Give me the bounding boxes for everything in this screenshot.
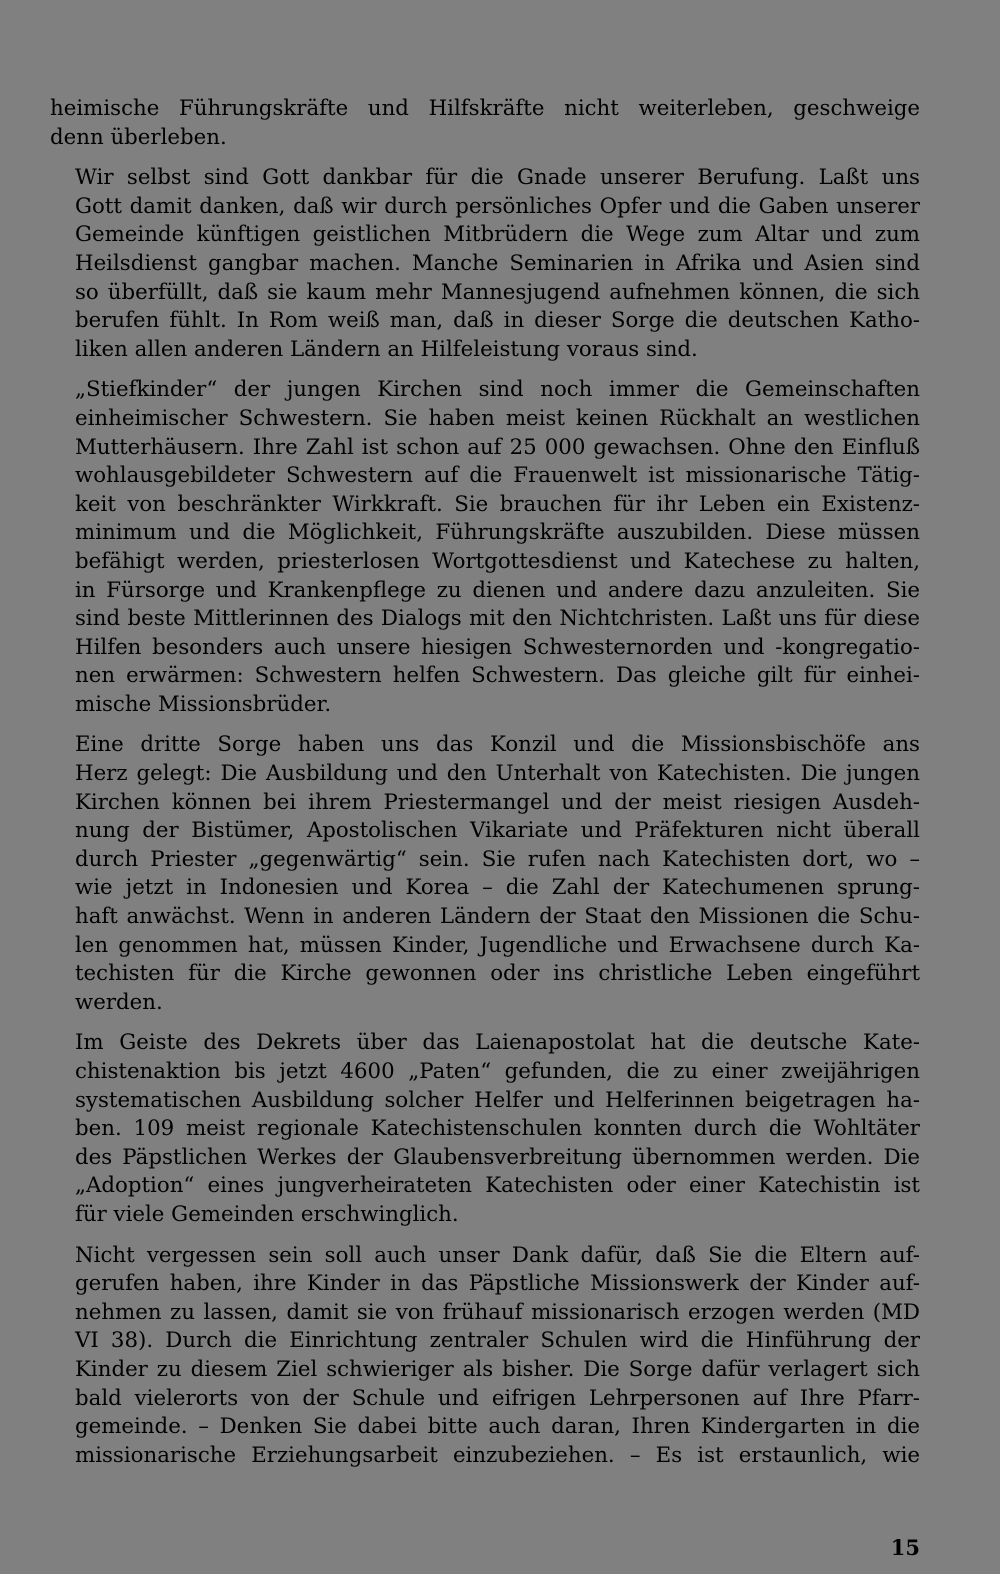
paragraph bbox=[50, 376, 920, 719]
text-line: Im Geiste des Dekrets über das Laienapostolat hat die deutsche Kate- bbox=[75, 1030, 920, 1056]
paragraph bbox=[50, 164, 920, 364]
page-number: 15 bbox=[890, 1535, 920, 1560]
text-line: „Adoption“ eines jungverheirateten Katechisten oder einer Katechistin ist bbox=[75, 1173, 920, 1199]
text-line: gerufen haben, ihre Kinder in das Päpstliche Missionswerk der Kinder auf- bbox=[75, 1271, 920, 1297]
text-line: chistenaktion bis jetzt 4600 „Paten“ gefunden, die zu einer zweijährigen bbox=[75, 1059, 920, 1084]
text-line: des Päpstlichen Werkes der Glaubensverbreitung übernommen werden. Die bbox=[75, 1144, 920, 1170]
text-line: bald vielerorts von der Schule und eifrigen Lehrpersonen auf Ihre Pfarr- bbox=[75, 1385, 920, 1411]
text-line: Heilsdienst gangbar machen. Manche Seminarien in Afrika und Asien sind bbox=[75, 250, 920, 276]
text-line: keit von beschränkter Wirkkraft. Sie brauchen für ihr Leben ein Existenz- bbox=[75, 491, 920, 517]
text-line: Hilfen besonders auch unsere hiesigen Schwesternorden und -kongregatio- bbox=[75, 634, 920, 660]
text-line: für viele Gemeinden erschwinglich. bbox=[75, 1201, 459, 1227]
text-line: Kinder zu diesem Ziel schwieriger als bisher. Die Sorge dafür verlagert sich bbox=[75, 1356, 920, 1382]
paragraph bbox=[50, 95, 920, 152]
text-line: techisten für die Kirche gewonnen oder ins christliche Leben eingeführt bbox=[75, 961, 920, 987]
text-line: werden. bbox=[75, 989, 163, 1015]
text-line: Wir selbst sind Gott dankbar für die Gnade unserer Berufung. Laßt uns bbox=[75, 165, 920, 191]
text-line: Gott damit danken, daß wir durch persönliches Opfer und die Gaben unserer bbox=[75, 193, 920, 219]
text-line: missionarische Erziehungsarbeit einzubeziehen. – Es ist erstaunlich, wie bbox=[75, 1442, 920, 1468]
text-line: berufen fühlt. In Rom weiß man, daß in dieser Sorge die deutschen Katho- bbox=[75, 308, 920, 334]
text-line: wie jetzt in Indonesien und Korea – die Zahl der Katechumenen sprung- bbox=[75, 875, 920, 901]
text-line: durch Priester „gegenwärtig“ sein. Sie rufen nach Katechisten dort, wo – bbox=[75, 846, 920, 872]
text-line: Kirchen können bei ihrem Priestermangel und der meist riesigen Ausdeh- bbox=[75, 789, 920, 815]
text-line: wohlausgebildeter Schwestern auf die Frauenwelt ist missionarische Tätig- bbox=[75, 463, 920, 489]
text-line: haft anwächst. Wenn in anderen Ländern der Staat den Missionen die Schu- bbox=[75, 904, 920, 930]
text-line: gemeinde. – Denken Sie dabei bitte auch daran, Ihren Kindergarten in die bbox=[75, 1414, 920, 1440]
text-line: in Fürsorge und Krankenpflege zu dienen und andere dazu anzuleiten. Sie bbox=[75, 577, 920, 603]
page-body bbox=[50, 95, 920, 1535]
text-line: ben. 109 meist regionale Katechistenschulen konnten durch die Wohltäter bbox=[75, 1116, 920, 1142]
text-line: einheimischer Schwestern. Sie haben meist keinen Rückhalt an westlichen bbox=[75, 405, 920, 431]
text-line: Eine dritte Sorge haben uns das Konzil und die Missionsbischöfe ans bbox=[75, 732, 920, 758]
paragraph bbox=[50, 1029, 920, 1229]
text-line: so überfüllt, daß sie kaum mehr Mannesjugend aufnehmen können, die sich bbox=[75, 279, 920, 305]
paragraph bbox=[50, 1242, 920, 1471]
text-line: sind beste Mittlerinnen des Dialogs mit den Nichtchristen. Laßt uns für diese bbox=[75, 606, 920, 632]
text-line: befähigt werden, priesterlosen Wortgottesdienst und Katechese zu halten, bbox=[75, 548, 920, 574]
text-line: nen erwärmen: Schwestern helfen Schwestern. Das gleiche gilt für einhei- bbox=[75, 663, 920, 689]
text-line: Nicht vergessen sein soll auch unser Dank dafür, daß Sie die Eltern auf- bbox=[75, 1242, 920, 1268]
text-line: systematischen Ausbildung solcher Helfer und Helferinnen beigetragen ha- bbox=[75, 1087, 920, 1113]
text-line: Mutterhäusern. Ihre Zahl ist schon auf 25 000 gewachsen. Ohne den Einfluß bbox=[75, 434, 920, 460]
text-line: „Stiefkinder“ der jungen Kirchen sind noch immer die Gemeinschaften bbox=[75, 377, 920, 403]
text-line: nehmen zu lassen, damit sie von frühauf missionarisch erzogen werden (MD bbox=[75, 1299, 920, 1325]
text-line: heimische Führungskräfte und Hilfskräfte nicht weiterleben, geschweige bbox=[50, 96, 920, 121]
text-line: mische Missionsbrüder. bbox=[75, 691, 332, 717]
text-line: nung der Bistümer, Apostolischen Vikariate und Präfekturen nicht überall bbox=[75, 818, 920, 844]
text-line: minimum und die Möglichkeit, Führungskräfte auszubilden. Diese müssen bbox=[75, 520, 920, 546]
text-line: liken allen anderen Ländern an Hilfeleistung voraus sind. bbox=[75, 336, 698, 362]
text-line: denn überleben. bbox=[50, 124, 227, 150]
text-line: VI 38). Durch die Einrichtung zentraler Schulen wird die Hinführung der bbox=[75, 1328, 920, 1354]
text-line: Herz gelegt: Die Ausbildung und den Unterhalt von Katechisten. Die jungen bbox=[75, 761, 920, 787]
paragraph bbox=[50, 731, 920, 1017]
text-line: Gemeinde künftigen geistlichen Mitbrüdern die Wege zum Altar und zum bbox=[75, 222, 920, 248]
text-line: len genommen hat, müssen Kinder, Jugendliche und Erwachsene durch Ka- bbox=[75, 932, 920, 958]
